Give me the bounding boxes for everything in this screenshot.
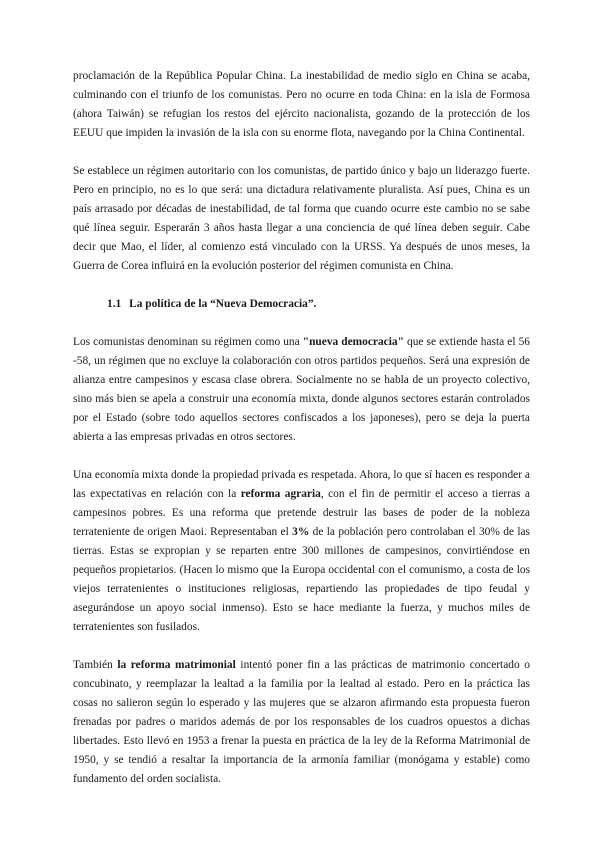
section-title: La política de la “Nueva Democracia”. (129, 298, 317, 310)
text-run: Una economía mixta donde la propiedad privada es respetada. Ahora, lo que sí hacen es responder a las expectativas en relación con la (73, 469, 530, 500)
paragraph-authoritarian-regime: Se establece un régimen autoritario con los comunistas, de partido único y bajo un liderazgo fuerte. Pero en principio, no es lo que será: una dictadura relativamente pluralista. Así pues, China es un país arrasado por décadas de inestabilidad, de tal forma que cuando ocurre este cambio no se sabe qué línea seguir. Esperarán 3 años hasta llegar a una conciencia de qué línea deben seguir. Cabe decir que Mao, el líder, al comienzo está vinculado con la URSS. Ya después de unos meses, la Guerra de Corea influirá en la evolución posterior del régimen comunista en China. (73, 165, 530, 272)
text-run: que se extiende hasta el 56 -58, un régimen que no excluye la colaboración con otros partidos pequeños. Será una expresión de alianza entre campesinos y escasa clase obrera. Socialmente no se habla de un proyecto colectivo, sino más bien se apela a construir una economía mixta, donde algunos sectores estarán controlados por el Estado (sobre todo aquellos sectores confiscados a los japoneses), pero se deja la puerta abierta a las empresas privadas en otros sectores. (73, 336, 530, 443)
text-run: intentó poner fin a las prácticas de matrimonio concertado o concubinato, y reemplazar la lealtad a la familia por la lealtad al estado. Pero en la práctica las cosas no salieron según lo esperado y las mujeres que se alzaron afirmando esta propuesta fueron frenadas por padres o maridos además de por los responsables de los cuadros opuestos a dichas libertades. Esto llevó en 1953 a frenar la puesta en práctica de la ley de la Reforma Matrimonial de 1950, y se tendió a resaltar la importancia de la armonía familiar (monógama y estable) como fundamento del orden socialista. (73, 659, 530, 785)
text-run: de la población pero controlaban el 30% de las tierras. Estas se expropian y se reparten entre 300 millones de campesinos, convirtiéndose en pequeños propietarios. (Hacen lo mismo que la Europa occidental con el comunismo, a costa de los viejos terratenientes o instituciones religiosas, repartiendo las propiedades de tipo feudal y asegurándose un apoyo social inmenso). Esto se hace mediante la fuerza, y muchos miles de terratenientes son fusilados. (73, 526, 530, 633)
paragraph-proclamation: proclamación de la República Popular China. La inestabilidad de medio siglo en China se acaba, culminando con el triunfo de los comunistas. Pero no ocurre en toda China: en la isla de Formosa (ahora Taiwán) se refugian los restos del ejército nacionalista, gozando de la protección de los EEUU que impiden la invasión de la isla con su enorme flota, navegando por la China Continental. (73, 70, 530, 139)
text-run: También (73, 659, 118, 671)
paragraph-agrarian-reform (73, 466, 530, 637)
text-run: Los comunistas denominan su régimen como una (73, 336, 303, 348)
bold-term-reforma-matrimonial: la reforma matrimonial (117, 659, 236, 671)
paragraph-marriage-reform (73, 656, 530, 789)
bold-term-reforma-agraria: reforma agraria (240, 488, 321, 500)
text-run: , con el fin de permitir el acceso a tierras a campesinos pobres. Es una reforma que pretende destruir las bases de poder de la nobleza terrateniente de origen Maoi. Representaban el (73, 488, 530, 538)
bold-term-percentage: 3% (292, 526, 310, 538)
document-page (73, 67, 530, 808)
paragraph-new-democracy (73, 333, 530, 447)
section-heading (73, 295, 530, 314)
bold-term-nueva-democracia: "nueva democracia" (302, 336, 404, 348)
section-number: 1.1 (107, 298, 122, 310)
